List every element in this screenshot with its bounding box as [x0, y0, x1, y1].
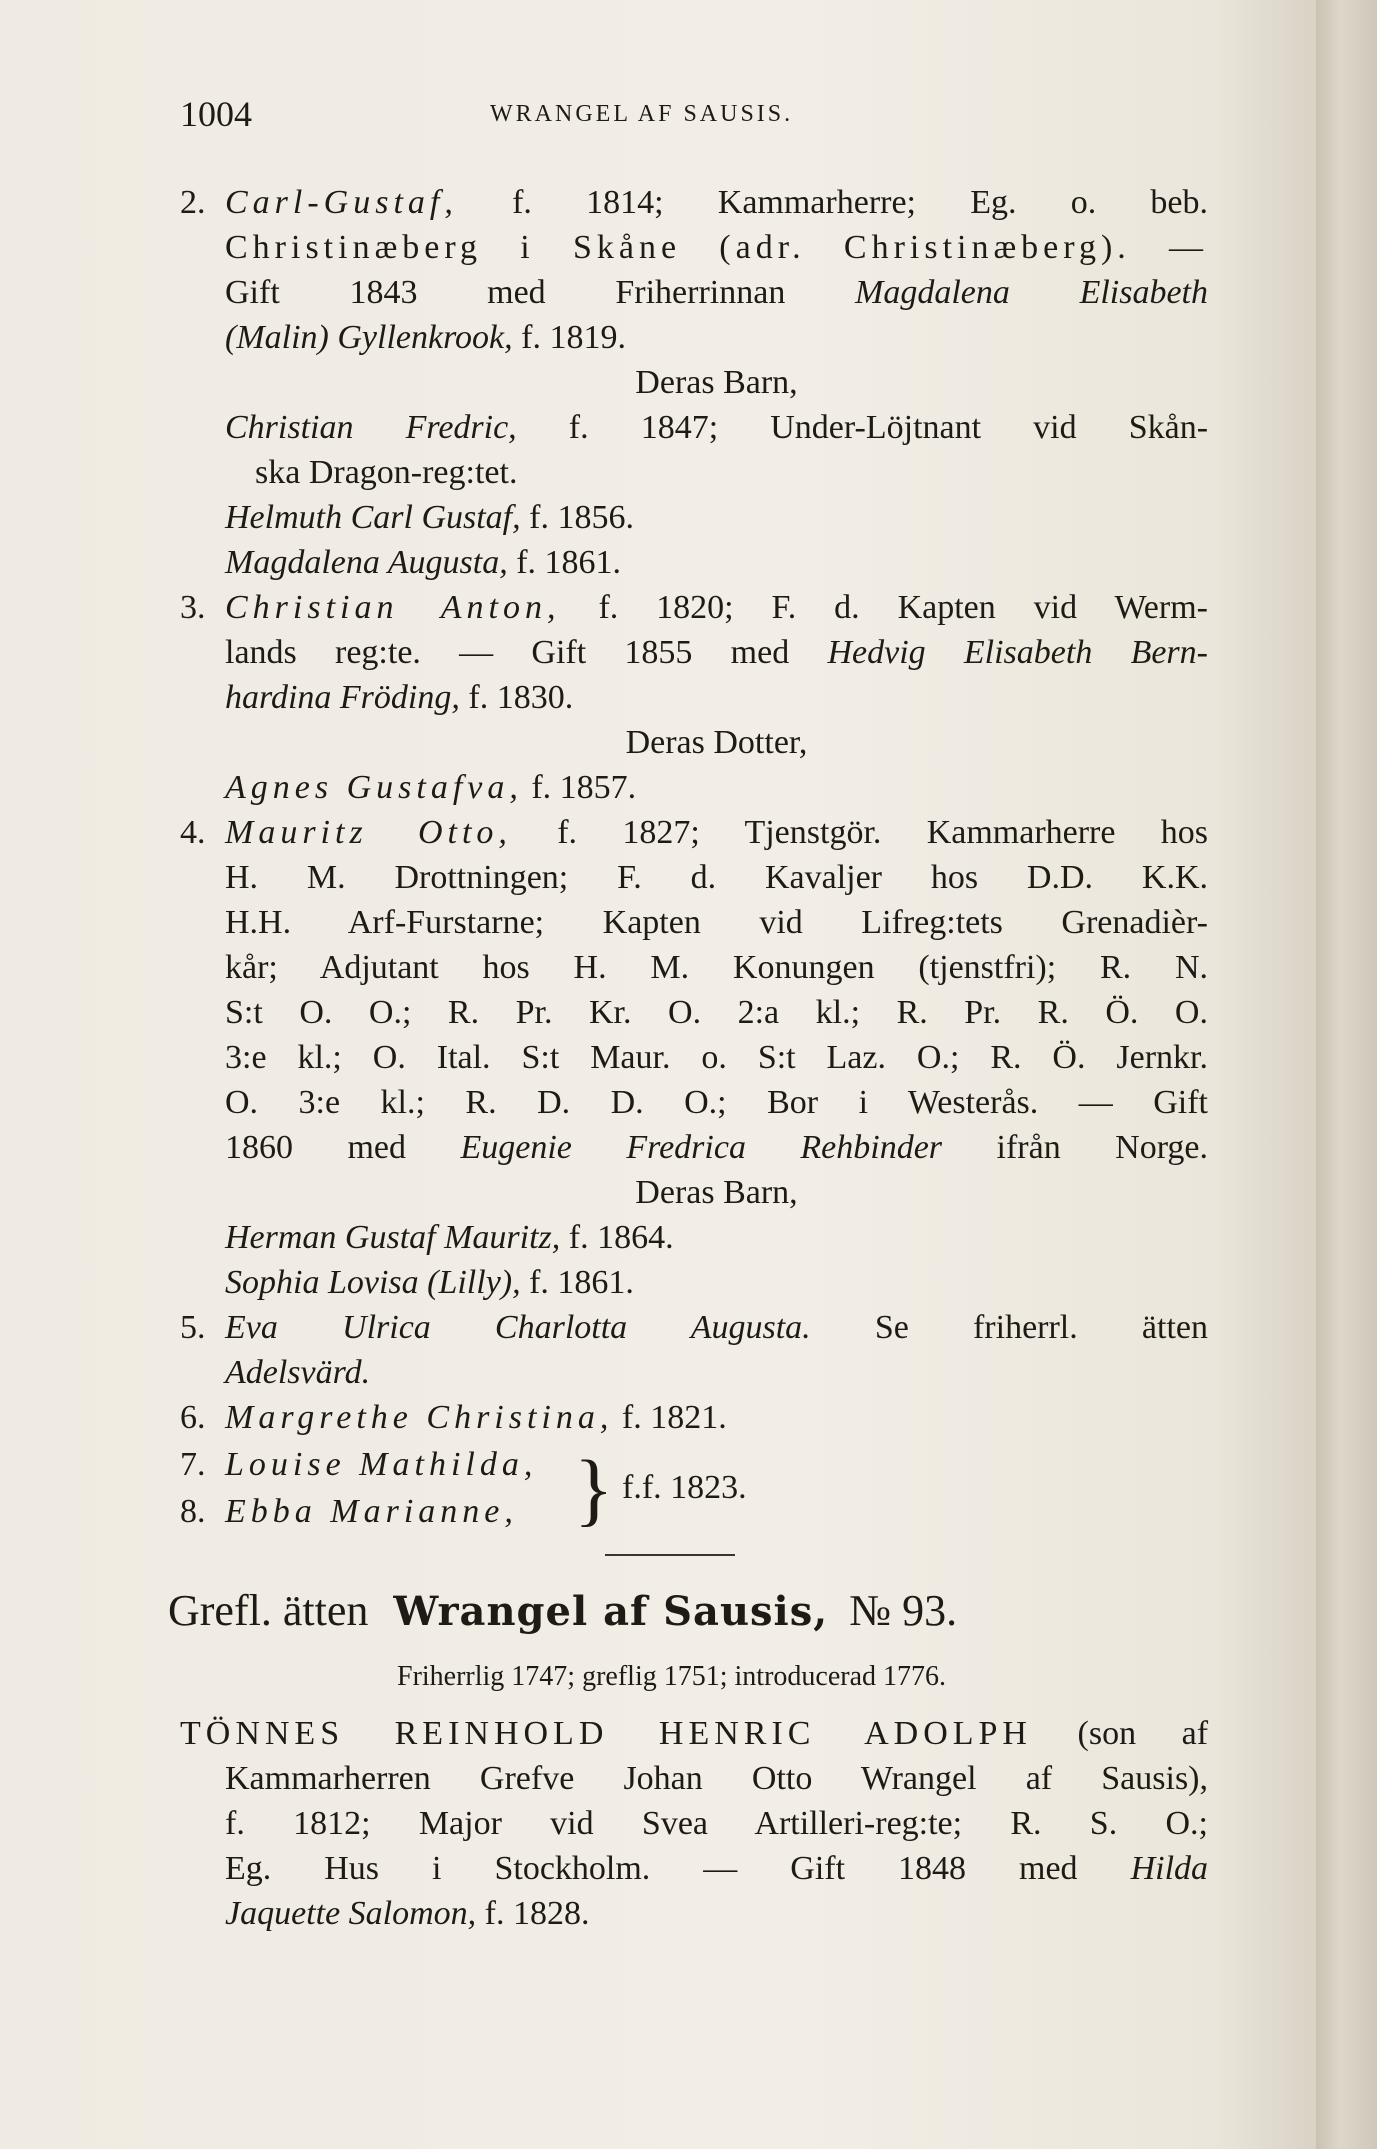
line-text: f. 1814; Kammarherre; Eg. o. beb. — [512, 184, 1208, 221]
person-name: Agnes Gustafva, — [225, 769, 523, 806]
entry-number: 2. — [180, 184, 206, 221]
text-line — [0, 1757, 1316, 1801]
person-name: Herman Gustaf Mauritz, — [225, 1219, 561, 1256]
line-content — [225, 631, 1208, 675]
line-content — [225, 316, 626, 360]
line-content — [225, 811, 1208, 855]
text-line — [0, 271, 1316, 315]
heading-prefix: Grefl. ätten — [168, 1586, 369, 1635]
text-line — [0, 316, 1316, 360]
text-line — [0, 406, 1316, 450]
text-line — [0, 541, 1316, 585]
person-name: Hedvig Elisabeth Bern- — [827, 634, 1208, 671]
page-number: 1004 — [180, 94, 252, 134]
line-text: Kammarherren Grefve Johan Otto Wrangel af Sausis), — [225, 1760, 1208, 1797]
line-content — [225, 1892, 590, 1936]
line-text: lands reg:te. — Gift 1855 med — [225, 634, 790, 671]
text-line — [0, 1126, 1316, 1170]
line-text: ifrån Norge. — [996, 1129, 1209, 1166]
line-content — [225, 1396, 727, 1440]
curly-brace-icon: } — [574, 1443, 614, 1534]
running-header — [0, 92, 1316, 136]
section-heading — [0, 1584, 1316, 1638]
section-subtitle — [180, 1655, 1163, 1699]
text-line — [0, 676, 1316, 720]
text-line — [0, 1351, 1316, 1395]
person-name: Adelsvärd. — [225, 1354, 371, 1391]
family-number: № 93. — [849, 1586, 958, 1635]
text-line — [0, 991, 1316, 1035]
person-name: Jaquette Salomon, — [225, 1895, 477, 1932]
text-line — [0, 1261, 1316, 1305]
text-line — [0, 1396, 1316, 1440]
text-line — [0, 181, 1316, 225]
line-text: Friherrlig 1747; greflig 1751; introducerad 1776. — [397, 1661, 946, 1692]
subheading-barn — [225, 1171, 1208, 1215]
text-line — [0, 766, 1316, 810]
line-text: f. 1827; Tjenstgör. Kammarherre hos — [557, 814, 1208, 851]
line-text: f. 1828. — [484, 1895, 590, 1932]
line-content — [225, 1847, 1208, 1891]
person-name: Sophia Lovisa (Lilly), — [225, 1264, 521, 1301]
person-name: Carl-Gustaf, — [225, 184, 458, 221]
line-text: f. 1856. — [529, 499, 634, 536]
subheading-dotter — [225, 721, 1208, 765]
person-name: Ebba Marianne, — [225, 1493, 518, 1530]
text-line — [0, 1802, 1316, 1846]
text-line — [0, 1306, 1316, 1350]
line-text: f. 1830. — [468, 679, 574, 716]
person-name: hardina Fröding, — [225, 679, 460, 716]
line-text: 1860 med — [225, 1129, 407, 1166]
person-name: Magdalena Elisabeth — [855, 274, 1208, 311]
person-name: TÖNNES REINHOLD HENRIC ADOLPH — [180, 1715, 1032, 1752]
text-line — [0, 946, 1316, 990]
line-content — [225, 676, 573, 720]
line-text: Christinæberg i Skåne (adr. Christinæberg). — — [225, 229, 1208, 266]
text-line — [0, 811, 1316, 855]
line-text: f. 1812; Major vid Svea Artilleri-reg:te; R. S. O.; — [225, 1805, 1208, 1842]
section-divider — [605, 1554, 735, 1556]
line-text: H.H. Arf-Furstarne; Kapten vid Lifreg:tets Grenadièr- — [225, 904, 1208, 941]
line-text: Se friherrl. ätten — [874, 1309, 1208, 1346]
line-text: 3:e kl.; O. Ital. S:t Maur. o. S:t Laz. O.; R. Ö. Jernkr. — [225, 1039, 1208, 1076]
person-name: Helmuth Carl Gustaf, — [225, 499, 521, 536]
person-name: Christian Anton, — [225, 589, 561, 626]
text-line — [0, 901, 1316, 945]
line-text: f. 1861. — [516, 544, 622, 581]
family-name: Wrangel af Sausis, — [393, 1588, 829, 1635]
text-line — [0, 1036, 1316, 1080]
line-content — [225, 1126, 1208, 1170]
person-name: Eugenie Fredrica Rehbinder — [460, 1129, 943, 1166]
line-text: f. 1861. — [529, 1264, 634, 1301]
person-name: Louise Mathilda, — [225, 1446, 538, 1483]
entry-number: 3. — [180, 589, 206, 626]
line-text: ska Dragon-reg:tet. — [255, 454, 518, 491]
line-content — [225, 586, 1208, 630]
text-line — [0, 496, 1316, 540]
line-text: Gift 1843 med Friherrinnan — [225, 274, 786, 311]
line-text: f. 1857. — [531, 769, 637, 806]
line-text: Deras Barn, — [635, 364, 798, 401]
line-text: H. M. Drottningen; F. d. Kavaljer hos D.D. K.K. — [225, 859, 1208, 896]
text-line — [0, 1847, 1316, 1891]
line-text: Deras Dotter, — [625, 724, 808, 761]
line-text: f. 1820; F. d. Kapten vid Werm- — [598, 589, 1208, 626]
entry-number: 6. — [180, 1399, 206, 1436]
entry-number: 5. — [180, 1309, 206, 1346]
line-text: Eg. Hus i Stockholm. — Gift 1848 med — [225, 1850, 1078, 1887]
running-title: WRANGEL AF SAUSIS. — [490, 101, 794, 127]
heading-content — [168, 1584, 1188, 1639]
person-name: Hilda — [1130, 1850, 1209, 1887]
text-line — [0, 586, 1316, 630]
line-content — [225, 1261, 634, 1305]
person-name: Margrethe Christina, — [225, 1399, 614, 1436]
line-text: S:t O. O.; R. Pr. Kr. O. 2:a kl.; R. Pr. R. Ö. O. — [225, 994, 1208, 1031]
text-line — [0, 451, 1316, 495]
person-name: Christian Fredric, — [225, 409, 517, 446]
line-text: (son af — [1077, 1715, 1209, 1752]
line-content — [225, 181, 1208, 225]
text-line — [0, 226, 1316, 270]
text-line — [0, 1216, 1316, 1260]
line-text: f.f. 1823. — [622, 1469, 747, 1506]
person-name: (Malin) Gyllenkrook, — [225, 319, 513, 356]
book-spine — [1316, 0, 1377, 2149]
entry-number: 7. — [180, 1446, 206, 1483]
line-text: f. 1821. — [621, 1399, 727, 1436]
text-line — [0, 1892, 1316, 1936]
line-content — [225, 406, 1208, 450]
entry-number: 4. — [180, 814, 206, 851]
line-content — [225, 1306, 1208, 1350]
text-line — [0, 631, 1316, 675]
line-content — [225, 541, 621, 585]
line-text: Deras Barn, — [635, 1174, 798, 1211]
line-text: f. 1864. — [568, 1219, 674, 1256]
line-content — [180, 1712, 1208, 1756]
line-content — [225, 271, 1208, 315]
line-text: f. 1847; Under-Löjtnant vid Skån- — [568, 409, 1209, 446]
person-name: Magdalena Augusta, — [225, 544, 508, 581]
person-name: Eva Ulrica Charlotta Augusta. — [225, 1309, 811, 1346]
text-line — [0, 1081, 1316, 1125]
line-text: kår; Adjutant hos H. M. Konungen (tjenstfri); R. N. — [225, 949, 1208, 986]
shared-birth-year — [0, 1466, 1316, 1510]
line-content — [225, 496, 634, 540]
entry-number: 8. — [180, 1493, 206, 1530]
text-line — [0, 1712, 1316, 1756]
line-content — [225, 766, 636, 810]
line-content — [225, 1216, 674, 1260]
line-text: O. 3:e kl.; R. D. D. O.; Bor i Westerås. — Gift — [225, 1084, 1208, 1121]
line-text: f. 1819. — [521, 319, 626, 356]
subheading-barn — [225, 361, 1208, 405]
text-line — [0, 856, 1316, 900]
person-name: Mauritz Otto, — [225, 814, 512, 851]
